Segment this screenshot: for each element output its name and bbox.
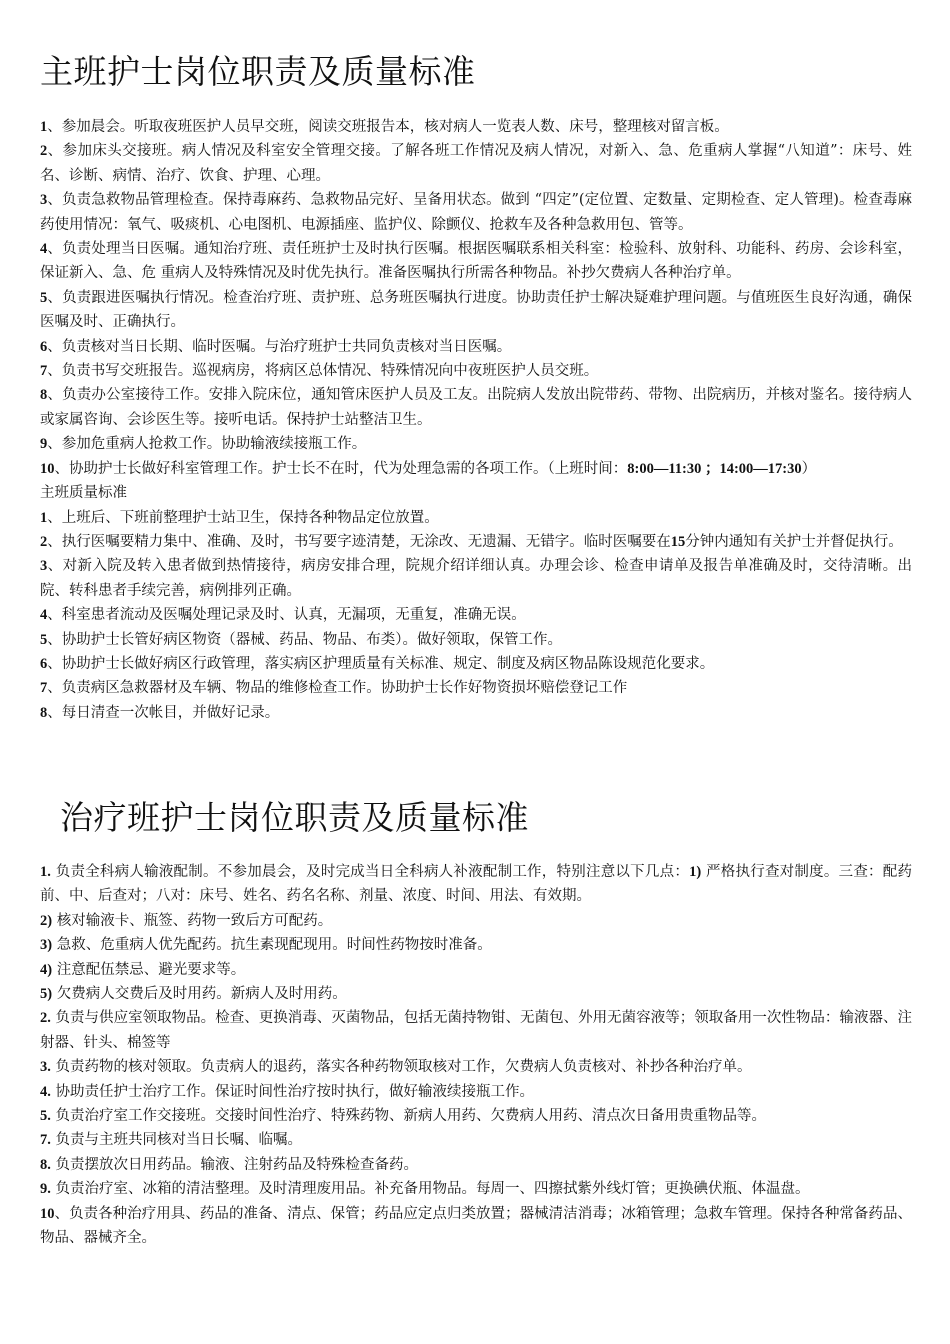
item-number: 4: [40, 607, 48, 624]
duty-item: 2、参加床头交接班。病人情况及科室安全管理交接。了解各班工作情况及病人情况，对新入、急、危重病人掌握“八知道”：床号、姓名、诊断、病情、治疗、饮食、护理、心理。: [40, 143, 912, 184]
item-number: 7: [40, 363, 48, 380]
duty-item: [40, 1177, 912, 1201]
quality-item: 3、对新入院及转入患者做到热情接待，病房安排合理，院规介绍详细认真。办理会诊、检查申请单及报告单准确及时，交待清晰。出院、转科患者手续完善，病例排列正确。: [40, 558, 913, 599]
item-number: 4: [40, 241, 48, 258]
item-number: 9.: [40, 1181, 51, 1198]
item-number: 5: [40, 289, 48, 306]
item-text: 、负责各种治疗用具、药品的准备、清点、保管；药品应定点归类放置；器械清洁消毒；冰箱管理；急救车管理。保持各种常备药品、物品、器械齐全。: [40, 1205, 912, 1247]
item-number: 2: [40, 143, 48, 160]
duty-item: 5、负责跟进医嘱执行情况。检查治疗班、责护班、总务班医嘱执行进度。协助责任护士解决疑难护理问题。与值班医生良好沟通，确保医嘱及时、正确执行。: [40, 289, 913, 331]
item-number: 5): [40, 986, 53, 1003]
duty-item: [40, 933, 912, 957]
duty-item: [40, 1104, 912, 1128]
item-text: 科室患者流动及医嘱处理记录及时、认真，无漏项，无重复，准确无误。: [61, 607, 526, 624]
item-number: 4.: [40, 1083, 51, 1100]
page-title: 主班护士岗位职责及质量标准: [40, 52, 476, 91]
item-number: 3: [40, 192, 48, 209]
duty-item: [40, 958, 912, 982]
item-text: 负责与供应室领取物品。检查、更换消毒、灭菌物品，包括无菌持物钳、无菌包、外用无菌容液等；领取备用一次性物品：输液器、注射器、针头、棉签等: [40, 1010, 912, 1051]
duty-item: [40, 1153, 912, 1177]
item-text: 负责核对当日长期、临时医嘱。与治疗班护士共同负责核对当日医嘱。: [61, 338, 512, 355]
item-text: 每日清查一次帐目，并做好记录。: [61, 704, 280, 721]
item-number: 5.: [40, 1108, 51, 1125]
item-number: 6: [40, 655, 48, 672]
item-number: 3): [40, 937, 53, 954]
item-text: 负责治疗室、冰箱的清洁整理。及时清理废用品。补充备用物品。每周一、四擦拭紫外线灯管；更换碘伏瓶、体温盘。: [50, 1181, 810, 1198]
duty-item: 10、协助护士长做好科室管理工作。护士长不在时，代为处理急需的各项工作。（上班时间：8:00—11:30 ；14:00—17:30）: [40, 460, 817, 477]
section-title: 治疗班护士岗位职责及质量标准: [60, 798, 529, 837]
item-text: 执行医嘱要精力集中、准确、及时，书写要字迹清楚，无涂改、无遗漏、无错字。临时医嘱要在: [61, 533, 671, 550]
item-number: 7.: [40, 1132, 51, 1149]
item-text: 负责办公室接待工作。安排入院床位，通知管床医护人员及工友。出院病人发放出院带药、带物、出院病历，并核对鉴名。接待病人或家属咨询、会诊医生等。接听电话。保持护士站整洁卫生。: [40, 387, 913, 428]
item-number: 1: [40, 509, 48, 526]
item-text: 参加床头交接班。病人情况及科室安全管理交接。了解各班工作情况及病人情况，对新入、急、危重病人掌握“八知道”：床号、姓名、诊断、病情、治疗、饮食、护理、心理。: [40, 143, 912, 184]
item-text: 负责治疗室工作交接班。交接时间性治疗、特殊药物、新病人用药、欠费病人用药、清点次日备用贵重物品等。: [50, 1108, 766, 1125]
item-text: 负责病区急救器材及车辆、物品的维修检查工作。协助护士长作好物资损坏赔偿登记工作: [61, 680, 628, 697]
item-number: 3.: [40, 1059, 51, 1076]
item-number: 6: [40, 338, 48, 355]
duty-item: 1、参加晨会。听取夜班医护人员早交班，阅读交班报告本，核对病人一览表人数、床号，整理核对留言板。: [40, 119, 729, 135]
duty-item: 4、负责处理当日医嘱。通知治疗班、责任班护士及时执行医嘱。根据医嘱联系相关科室：检验科、放射科、功能科、药房、会诊科室，保证新入、急、危 重病人及特殊情况及时优先执行。准备医嘱执行所需各种物品。补抄欠费病人各种治疗单。: [40, 241, 913, 282]
duty-item: [40, 982, 912, 1006]
item-text: 对新入院及转入患者做到热情接待，病房安排合理，院规介绍详细认真。办理会诊、检查申请单及报告单准确及时，交待清晰。出院、转科患者手续完善，病例排列正确。: [40, 558, 913, 599]
item-text: 负责药物的核对领取。负责病人的退药，落实各种药物领取核对工作，欠费病人负责核对、补抄各种治疗单。: [50, 1059, 752, 1076]
duty-item: [40, 909, 912, 933]
item-text: 欠费病人交费后及时用药。新病人及时用药。: [52, 986, 347, 1003]
item-number: 2: [40, 533, 48, 550]
duty-item: [40, 1006, 912, 1055]
item-number: 7: [40, 680, 48, 697]
work-hours: 8:00—11:30 ；14:00—17:30: [627, 460, 802, 477]
minutes-value: 15: [670, 533, 686, 550]
item-number: 8.: [40, 1156, 51, 1173]
item-text: 负责与主班共同核对当日长嘱、临嘱。: [50, 1132, 302, 1149]
item-text: 注意配伍禁忌、避光要求等。: [52, 961, 246, 978]
duty-item: 6、负责核对当日长期、临时医嘱。与治疗班护士共同负责核对当日医嘱。: [40, 338, 512, 355]
quality-item: 6、协助护士长做好病区行政管理，落实病区护理质量有关标准、规定、制度及病区物品陈设规范化要求。: [40, 655, 715, 672]
quality-item: 2、执行医嘱要精力集中、准确、及时，书写要字迹清楚，无涂改、无遗漏、无错字。临时医嘱要在15分钟内通知有关护士并督促执行。: [40, 533, 903, 550]
item-text: 负责书写交班报告。巡视病房，将病区总体情况、特殊情况向中夜班医护人员交班。: [61, 363, 599, 380]
item-text: 负责全科病人输液配制。不参加晨会，及时完成当日全科病人补液配制工作，特别注意以下几点：: [50, 864, 690, 880]
item-text: 负责摆放次日用药品。输液、注射药品及特殊检查备药。: [50, 1156, 418, 1173]
item-text: 负责跟进医嘱执行情况。检查治疗班、责护班、总务班医嘱执行进度。协助责任护士解决疑难护理问题。与值班医生良好沟通，确保医嘱及时、正确执行。: [40, 289, 913, 331]
item-number: 8: [40, 387, 48, 404]
quality-item: 1、上班后、下班前整理护士站卫生，保持各种物品定位放置。: [40, 509, 439, 526]
item-number: 10: [40, 460, 55, 477]
item-number: 5: [40, 631, 48, 648]
treatment-nurse-duties-section: [40, 860, 912, 1251]
quality-heading: 主班质量标准: [40, 485, 127, 502]
item-text: 协助护士长做好科室管理工作。护士长不在时，代为处理急需的各项工作。（上班时间：: [69, 460, 628, 477]
item-text: 核对输液卡、瓶签、药物一致后方可配药。: [52, 912, 333, 929]
duty-item: 9、参加危重病人抢救工作。协助输液续接瓶工作。: [40, 436, 367, 453]
item-text: 上班后、下班前整理护士站卫生，保持各种物品定位放置。: [61, 509, 439, 526]
item-number: 1: [40, 119, 48, 135]
duty-item: [40, 1128, 912, 1152]
item-number: 9: [40, 436, 48, 453]
head-nurse-duties-section: [40, 115, 912, 725]
duty-item: [40, 1055, 912, 1079]
item-number: 1.: [40, 864, 51, 880]
duty-item: [40, 1202, 912, 1251]
item-text: 协助责任护士治疗工作。保证时间性治疗按时执行，做好输液续接瓶工作。: [50, 1083, 534, 1100]
item-text: 急救、危重病人优先配药。抗生素现配现用。时间性药物按时准备。: [52, 937, 492, 954]
sub-item-number: 1): [689, 864, 702, 880]
item-number: 4): [40, 961, 53, 978]
duty-item: 3、负责急救物品管理检查。保持毒麻药、急救物品完好、呈备用状态。做到 “四定”(定位置、定数量、定期检查、定人管理)。检查毒麻药使用情况：氧气、吸痰机、心电图机、电源插座、监护仪、除颤仪、抢救车及各种急救用包、管等。: [40, 192, 912, 233]
quality-item: 4、科室患者流动及医嘱处理记录及时、认真，无漏项，无重复，准确无误。: [40, 607, 526, 624]
item-number: 8: [40, 704, 48, 721]
item-text: 协助护士长做好病区行政管理，落实病区护理质量有关标准、规定、制度及病区物品陈设规范化要求。: [61, 655, 715, 672]
item-text: 参加晨会。听取夜班医护人员早交班，阅读交班报告本，核对病人一览表人数、床号，整理核对留言板。: [61, 119, 729, 135]
duty-item: 1. 负责全科病人输液配制。不参加晨会，及时完成当日全科病人补液配制工作，特别注意以下几点：1) 严格执行查对制度。三查：配药前、中、后查对；八对：床号、姓名、药名名称、剂量、浓度、时间、用法、有效期。: [40, 864, 913, 905]
item-number: 2): [40, 912, 53, 929]
item-number: 3: [40, 558, 48, 575]
item-text: 协助护士长管好病区物资（器械、药品、物品、布类）。做好领取，保管工作。: [61, 631, 562, 648]
item-number: 10: [40, 1205, 55, 1222]
duty-item: 8、负责办公室接待工作。安排入院床位，通知管床医护人员及工友。出院病人发放出院带药、带物、出院病历，并核对鉴名。接待病人或家属咨询、会诊医生等。接听电话。保持护士站整洁卫生。: [40, 387, 913, 428]
duty-item: [40, 1080, 912, 1104]
item-text: 负责处理当日医嘱。通知治疗班、责任班护士及时执行医嘱。根据医嘱联系相关科室：检验科、放射科、功能科、药房、会诊科室，保证新入、急、危 重病人及特殊情况及时优先执行。准备医嘱执行所需各种物品。补抄欠费病人各种治疗单。: [40, 241, 913, 282]
quality-item: 5、协助护士长管好病区物资（器械、药品、物品、布类）。做好领取，保管工作。: [40, 631, 562, 648]
duty-item: 7、负责书写交班报告。巡视病房，将病区总体情况、特殊情况向中夜班医护人员交班。: [40, 363, 599, 380]
item-text: 负责急救物品管理检查。保持毒麻药、急救物品完好、呈备用状态。做到 “四定”(定位置、定数量、定期检查、定人管理)。检查毒麻药使用情况：氧气、吸痰机、心电图机、电源插座、监护仪、除颤仪、抢救车及各种急救用包、管等。: [40, 192, 912, 233]
item-text: 参加危重病人抢救工作。协助输液续接瓶工作。: [61, 436, 367, 453]
item-number: 2.: [40, 1010, 51, 1027]
quality-item: 7、负责病区急救器材及车辆、物品的维修检查工作。协助护士长作好物资损坏赔偿登记工作: [40, 680, 628, 697]
quality-item: 8、每日清查一次帐目，并做好记录。: [40, 704, 280, 721]
